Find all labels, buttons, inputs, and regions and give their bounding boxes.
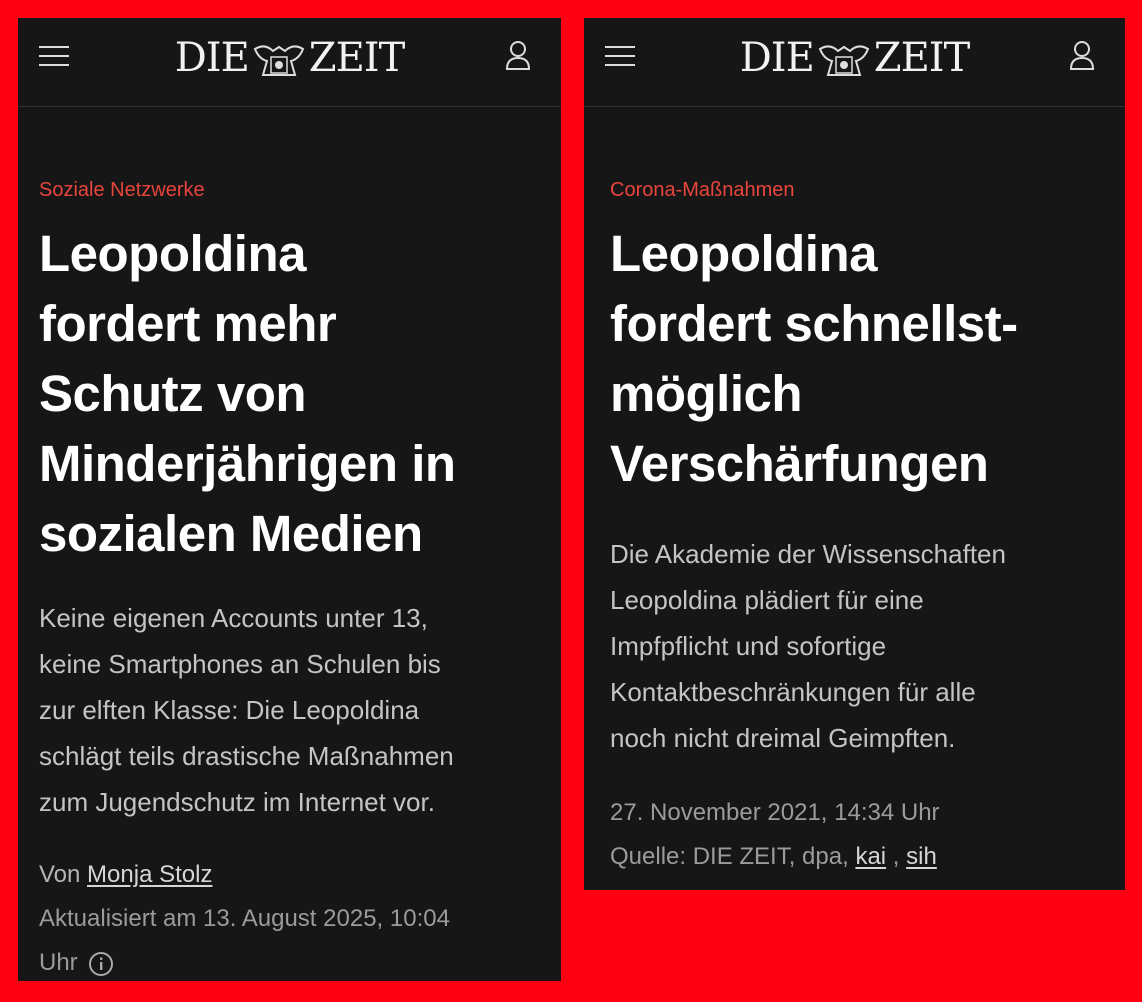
logo-text-die: DIE bbox=[174, 35, 249, 81]
headline-line: sozialen Medien bbox=[39, 505, 423, 562]
updated-line: Uhr bbox=[39, 949, 78, 976]
publish-date: 27. November 2021, 14:34 Uhr bbox=[610, 799, 940, 826]
article-teaser bbox=[610, 531, 1103, 761]
teaser-line: keine Smartphones an Schulen bis bbox=[39, 649, 441, 679]
site-header bbox=[584, 18, 1125, 107]
teaser-line: Impfpflicht und sofortige bbox=[610, 631, 887, 661]
article-card-right bbox=[584, 18, 1125, 890]
headline-line: Schutz von bbox=[39, 365, 307, 422]
article-meta bbox=[610, 791, 1103, 879]
article-byline bbox=[39, 853, 539, 897]
article-kicker[interactable]: Corona-Maßnahmen bbox=[610, 179, 795, 201]
headline-line: Leopoldina bbox=[39, 225, 306, 282]
teaser-line: Leopoldina plädiert für eine bbox=[610, 585, 924, 615]
author-link[interactable]: sih bbox=[906, 843, 937, 870]
headline-line: fordert schnellst- bbox=[610, 295, 1018, 352]
article-source bbox=[610, 835, 1103, 879]
site-logo[interactable] bbox=[18, 36, 561, 81]
teaser-line: Keine eigenen Accounts unter 13, bbox=[39, 603, 428, 633]
updated-timestamp bbox=[39, 897, 539, 985]
headline-line: Leopoldina bbox=[610, 225, 877, 282]
logo-text-zeit: ZEIT bbox=[873, 35, 970, 81]
source-prefix: Quelle: DIE ZEIT, dpa, bbox=[610, 843, 856, 870]
teaser-line: Kontaktbeschränkungen für alle bbox=[610, 677, 976, 707]
teaser-line: schlägt teils drastische Maßnahmen bbox=[39, 741, 454, 771]
site-header bbox=[18, 18, 561, 107]
source-separator: , bbox=[886, 843, 907, 870]
teaser-line: zur elften Klasse: Die Leopoldina bbox=[39, 695, 420, 725]
teaser-line: Die Akademie der Wissenschaften bbox=[610, 539, 1006, 569]
article-teaser bbox=[39, 595, 539, 825]
article-kicker[interactable]: Soziale Netzwerke bbox=[39, 179, 205, 201]
teaser-line: noch nicht dreimal Geimpften. bbox=[610, 723, 956, 753]
headline-line: Minderjährigen in bbox=[39, 435, 456, 492]
headline-line: möglich bbox=[610, 365, 803, 422]
headline-line: fordert mehr bbox=[39, 295, 337, 352]
article-headline[interactable] bbox=[39, 219, 539, 569]
info-icon[interactable] bbox=[88, 951, 114, 977]
article-headline[interactable] bbox=[610, 219, 1103, 499]
updated-line: Aktualisiert am 13. August 2025, 10:04 bbox=[39, 905, 450, 932]
teaser-line: zum Jugendschutz im Internet vor. bbox=[39, 787, 435, 817]
user-account-icon[interactable] bbox=[505, 40, 531, 70]
headline-line: Verschärfungen bbox=[610, 435, 989, 492]
eagle-crest-icon bbox=[251, 41, 307, 81]
article-card-left bbox=[18, 18, 561, 981]
eagle-crest-icon bbox=[816, 41, 872, 81]
user-account-icon[interactable] bbox=[1069, 40, 1095, 70]
site-logo[interactable] bbox=[584, 36, 1125, 81]
author-link[interactable]: kai bbox=[855, 843, 887, 870]
logo-text-die: DIE bbox=[739, 35, 814, 81]
byline-prefix: Von bbox=[39, 861, 88, 888]
logo-text-zeit: ZEIT bbox=[308, 35, 405, 81]
author-link[interactable]: Monja Stolz bbox=[87, 861, 213, 888]
